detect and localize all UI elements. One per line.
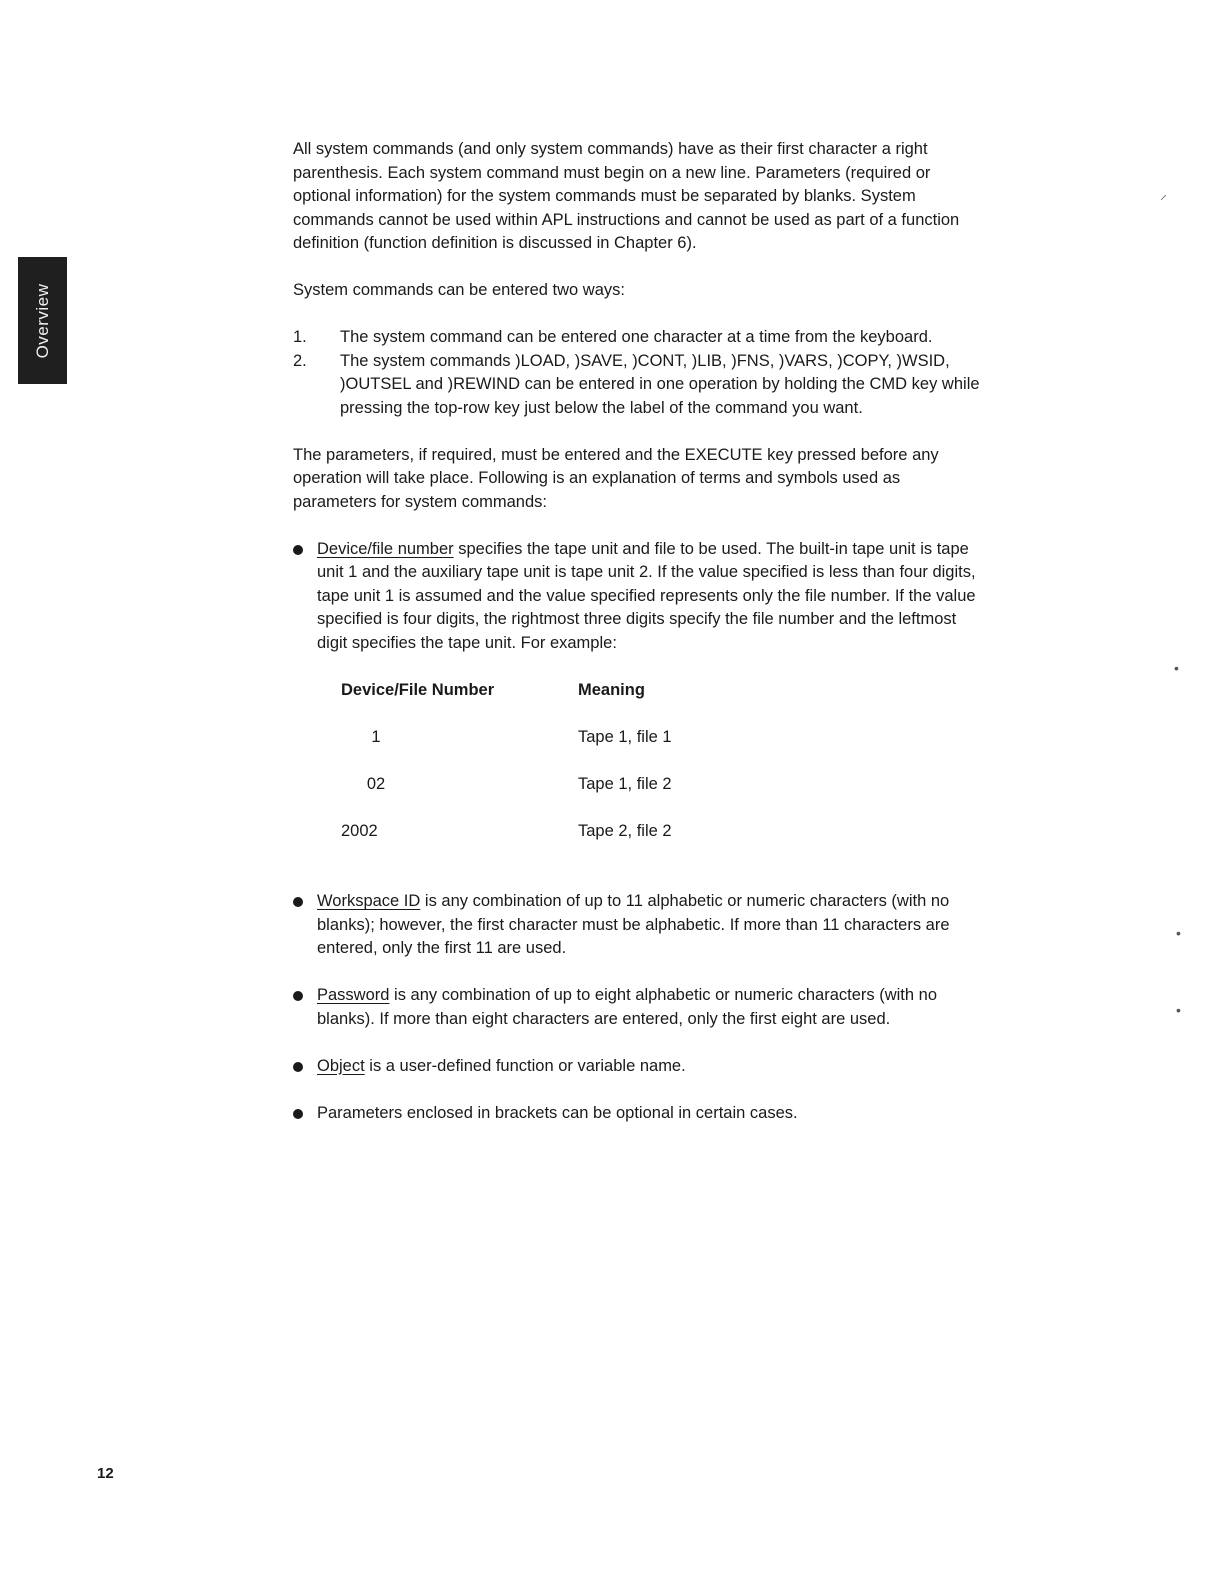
table-cell: Tape 1, file 1 — [578, 727, 672, 746]
term-description: is any combination of up to 11 alphabetic or numeric characters (with no blanks); however, the first character must be alphabetic. If more than 11 characters are entered, only the first 11 are used. — [317, 892, 950, 957]
bullet-icon — [293, 1109, 303, 1119]
page-body — [293, 138, 983, 1149]
bullet-object — [293, 1055, 983, 1079]
scan-dot-icon: • — [1174, 660, 1179, 676]
entry-methods-list — [293, 326, 983, 420]
bullet-icon — [293, 545, 303, 555]
list-item-number: 1. — [293, 328, 307, 346]
table-cell: 02 — [366, 774, 386, 793]
bullet-password — [293, 984, 983, 1031]
table-cell: Tape 1, file 2 — [578, 774, 672, 793]
intro-paragraph: All system commands (and only system commands) have as their first character a right parenthesis. Each system command must begin on a new line. Parameters (required or optional information) for the system commands must be separated by blanks. System commands cannot be used within APL instructions and cannot be used as part of a function definition (function definition is discussed in Chapter 6). — [293, 140, 960, 252]
term-description: is any combination of up to eight alphabetic or numeric characters (with no blanks). If more than eight characters are entered, only the first eight are used. — [317, 986, 937, 1028]
table-header-device-file-number: Device/File Number — [341, 680, 495, 699]
table-header-row — [341, 679, 672, 726]
scan-dot-icon: • — [1176, 925, 1181, 941]
list-item — [293, 326, 983, 350]
term-label: Workspace ID — [317, 892, 421, 910]
term-label: Object — [317, 1056, 365, 1075]
term-label: Password — [317, 986, 390, 1004]
term-description: specifies the tape unit and file to be used. The built-in tape unit is tape unit 1 and the auxiliary tape unit is tape unit 2. If the value specified is less than four digits, tape unit 1 is assumed and the value specified represents only the file number. If the value specified is four digits, the rightmost three digits specify the file number and the leftmost digit specifies the tape unit. For example: — [317, 539, 976, 652]
device-file-example-table — [341, 679, 672, 867]
term-label: Device/file number — [317, 539, 454, 558]
bullet-icon — [293, 991, 303, 1001]
page-number: 12 — [97, 1465, 114, 1482]
bullet-icon — [293, 1062, 303, 1072]
parameters-paragraph: The parameters, if required, must be entered and the EXECUTE key pressed before any operation will take place. Following is an explanation of terms and symbols used as parameters for system commands: — [293, 445, 939, 511]
list-item-number: 2. — [293, 351, 307, 370]
parameter-definitions — [293, 538, 983, 1126]
scan-dot-icon: • — [1176, 1002, 1181, 1018]
scan-mark-icon: ⸝ — [1160, 186, 1167, 202]
bullet-workspace-id — [293, 890, 983, 961]
table-header-meaning: Meaning — [578, 680, 645, 699]
term-description: is a user-defined function or variable name. — [364, 1056, 686, 1075]
section-tab — [18, 257, 67, 384]
table-cell: 1 — [371, 727, 381, 746]
bullet-icon — [293, 897, 303, 907]
table-row — [341, 773, 672, 820]
bullet-brackets — [293, 1102, 983, 1126]
two-ways-paragraph: System commands can be entered two ways: — [293, 281, 625, 299]
term-description: Parameters enclosed in brackets can be optional in certain cases. — [317, 1103, 798, 1122]
table-row — [341, 726, 672, 773]
list-item-text: The system commands )LOAD, )SAVE, )CONT, )LIB, )FNS, )VARS, )COPY, )WSID, )OUTSEL and )REWIND can be entered in one operation by holding the CMD key while pressing the top-row key just below the label of the command you want. — [340, 351, 980, 417]
bullet-device-file-number — [293, 538, 983, 867]
section-tab-label: Overview — [32, 283, 52, 358]
table-row — [341, 820, 672, 867]
list-item — [293, 350, 983, 421]
table-cell: Tape 2, file 2 — [578, 821, 672, 840]
list-item-text: The system command can be entered one character at a time from the keyboard. — [340, 328, 933, 346]
table-cell: 2002 — [341, 821, 378, 840]
